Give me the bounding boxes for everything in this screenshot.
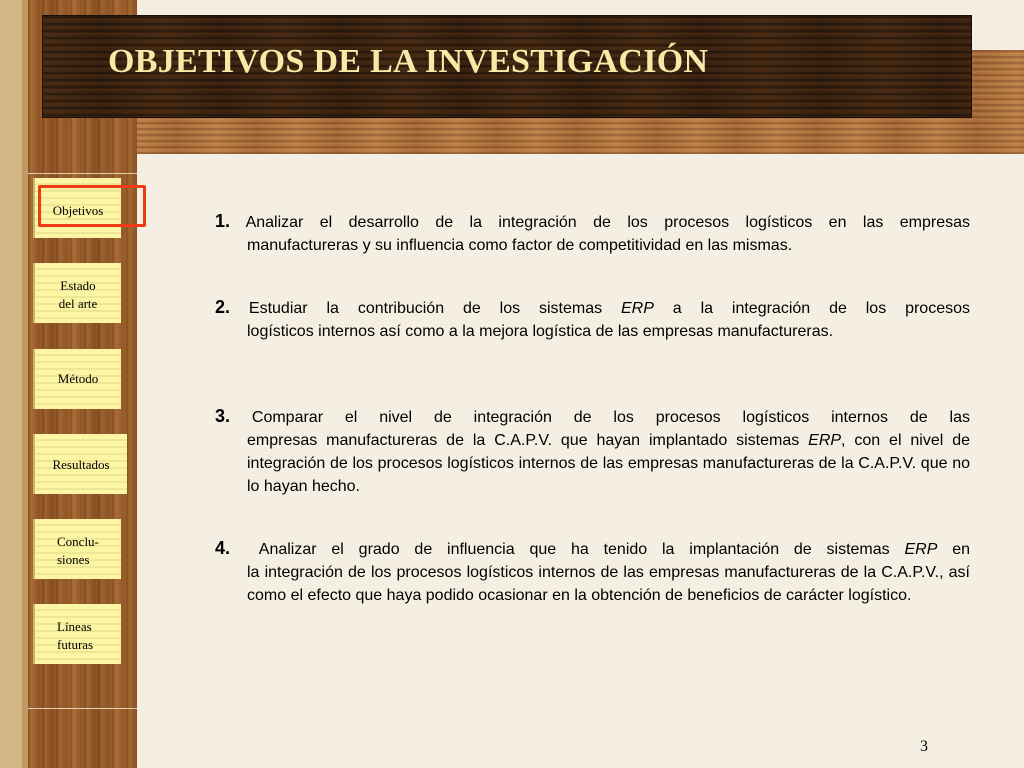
sidebar-item-label: futuras <box>57 637 94 652</box>
sidebar-item-label: Objetivos <box>52 203 104 218</box>
objective-text: Estudiar la contribución de los sistemas <box>248 300 621 317</box>
objective-text: Analizar el grado de influencia que ha tenido la implantación de sistemas <box>258 541 905 558</box>
active-item-highlight <box>38 185 146 227</box>
sidebar-item-label: Estado <box>60 278 96 293</box>
objective-text: a la integración de los procesos <box>653 300 970 317</box>
objective-text: , con el nivel de integración de los procesos logísticos internos de las empresas manufactureras de la C.A.P.V. que no lo hayan hecho. <box>247 432 970 495</box>
objective-text: empresas manufactureras de la C.A.P.V. que hayan implantado sistemas <box>247 432 809 449</box>
erp-emphasis: ERP <box>808 432 842 449</box>
page-number: 3 <box>920 738 928 755</box>
objective-number: 4. <box>215 538 231 558</box>
objective-text: en <box>937 541 970 558</box>
sidebar-item-lineas-futuras[interactable] <box>33 604 121 664</box>
objective-1 <box>215 210 970 257</box>
erp-emphasis: ERP <box>621 300 654 317</box>
objective-4 <box>215 537 970 607</box>
sidebar-item-estado-del-arte[interactable] <box>33 263 121 323</box>
objective-3 <box>215 405 970 498</box>
objective-text: manufactureras y su influencia como factor de competitividad en las mismas. <box>247 237 793 254</box>
erp-emphasis: ERP <box>904 541 938 558</box>
sidebar-item-label: del arte <box>58 296 98 311</box>
objective-text: Analizar el desarrollo de la integración de los procesos logísticos en las empresas <box>245 214 971 231</box>
objective-number: 3. <box>215 406 231 426</box>
sidebar-item-conclusiones[interactable] <box>33 519 121 579</box>
objective-number: 2. <box>215 297 231 317</box>
objective-text: la integración de los procesos logísticos internos de las empresas manufactureras de la C.A.P.V., así como el efecto que haya podido ocasionar en la obtención de beneficios de carácter logístico. <box>247 564 970 604</box>
sidebar-divider <box>28 173 137 174</box>
objective-number: 1. <box>215 211 231 231</box>
objective-2 <box>215 296 970 343</box>
sidebar-item-metodo[interactable] <box>33 349 121 409</box>
objective-text: Comparar el nivel de integración de los procesos logísticos internos de las <box>251 409 971 426</box>
sidebar-item-label: Método <box>57 371 99 386</box>
sidebar-item-label: Resultados <box>52 457 110 472</box>
sidebar-divider <box>28 708 137 709</box>
objective-text: logísticos internos así como a la mejora logística de las empresas manufactureras. <box>247 323 834 340</box>
sidebar-item-label: siones <box>57 552 90 567</box>
sidebar-item-label: Conclu- <box>57 534 99 549</box>
sidebar-item-label: Líneas <box>57 619 92 634</box>
sidebar-item-resultados[interactable] <box>33 434 127 494</box>
left-edge-strip <box>0 0 28 768</box>
page-title: OBJETIVOS DE LA INVESTIGACIÓN <box>108 43 709 80</box>
